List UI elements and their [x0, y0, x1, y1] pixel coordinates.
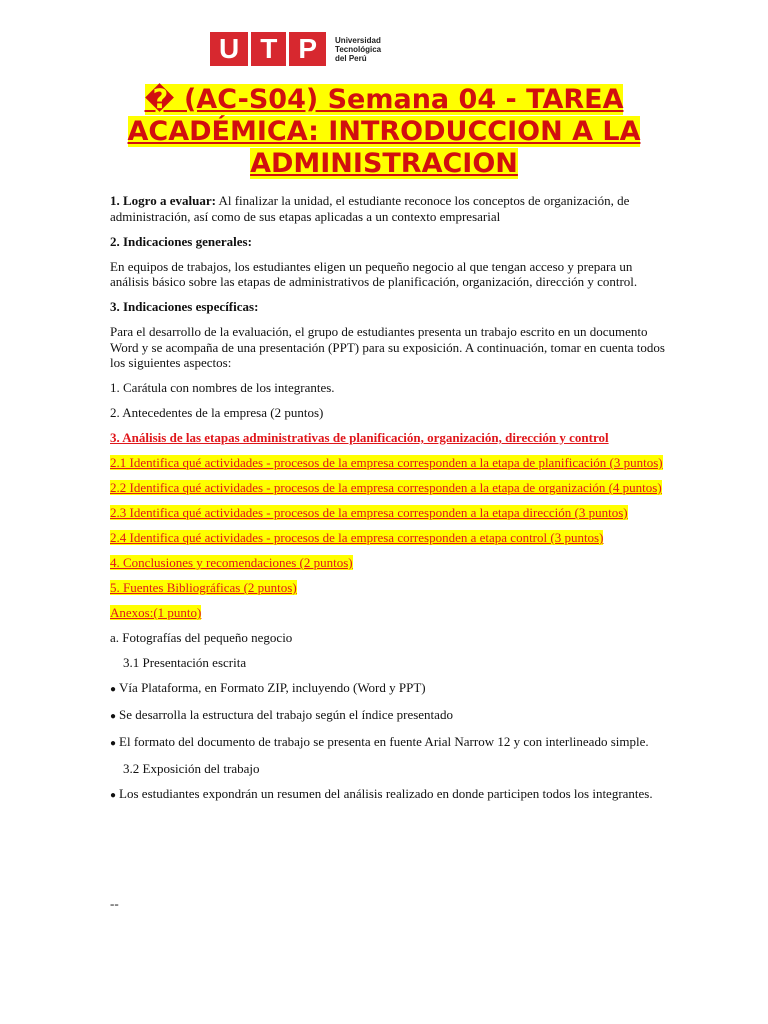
item-analisis: [110, 430, 670, 446]
logo-line-3: del Perú: [335, 53, 367, 63]
indicaciones-especificas-text: Para el desarrollo de la evaluación, el grupo de estudiantes presenta un trabajo escrito en un documento Word y se acompaña de una presentación (PPT) para su exposición. A continuación, tomar en cuenta todos los siguientes aspectos:: [110, 324, 665, 370]
presentacion-bullet-1: ● Vía Plataforma, en Formato ZIP, incluyendo (Word y PPT): [110, 680, 670, 698]
item-fuentes-text: 5. Fuentes Bibliográficas (2 puntos): [110, 580, 297, 595]
item-antecedentes: 2. Antecedentes de la empresa (2 puntos): [110, 405, 324, 420]
exposicion-heading: 3.2 Exposición del trabajo: [123, 761, 260, 776]
logo-line-2: Tecnológica: [335, 44, 382, 54]
logo-letter-t: T: [251, 32, 286, 66]
item-conclusiones: [110, 555, 670, 571]
logo-line-1: Universidad: [335, 35, 381, 45]
indicaciones-generales-heading: 2. Indicaciones generales:: [110, 233, 252, 249]
document-title-text: � (AC-S04) Semana 04 - TAREA ACADÉMICA: INTRODUCCION A LA ADMINISTRACION: [127, 84, 641, 179]
item-anexos-text: Anexos:(1 punto): [110, 605, 202, 620]
item-sub-4: [110, 530, 670, 546]
indicaciones-especificas-heading: 3. Indicaciones específicas:: [110, 299, 259, 314]
footer-mark: --: [110, 896, 119, 911]
item-anexos: [110, 605, 670, 621]
item-fuentes: [110, 580, 670, 596]
exposicion-bullet-1: ● Los estudiantes expondrán un resumen del análisis realizado en donde participen todos los integrantes.: [110, 786, 670, 804]
item-sub-3-text: 2.3 Identifica qué actividades - procesos de la empresa corresponden a la etapa dirección (3 puntos): [110, 505, 628, 520]
logro-label: 1. Logro a evaluar:: [110, 193, 216, 208]
item-sub-2: [110, 480, 670, 496]
item-sub-4-text: 2.4 Identifica qué actividades - procesos de la empresa corresponden a etapa control (3 puntos): [110, 530, 604, 545]
item-sub-1-text: 2.1 Identifica qué actividades - procesos de la empresa corresponden a la etapa de planificación (3 puntos): [110, 455, 663, 470]
document-title: [100, 84, 668, 180]
logo-letter-p: P: [289, 32, 326, 66]
logo-letters: [210, 32, 329, 66]
presentacion-heading: 3.1 Presentación escrita: [123, 655, 247, 670]
item-fotografias: a. Fotografías del pequeño negocio: [110, 630, 293, 645]
presentacion-bullet-2: ● Se desarrolla la estructura del trabajo según el índice presentado: [110, 707, 670, 725]
logro-text: Al finalizar la unidad, el estudiante reconoce los conceptos de organización, de administración, así como de sus etapas aplicadas a un contexto empresarial: [110, 193, 630, 224]
item-conclusiones-text: 4. Conclusiones y recomendaciones (2 puntos): [110, 555, 353, 570]
indicaciones-generales-text: En equipos de trabajos, los estudiantes eligen un pequeño negocio al que tengan acceso y prepara un análisis básico sobre las etapas de administrativos de planificación, organización, dirección y control.: [110, 258, 638, 289]
logro-paragraph: [110, 193, 670, 224]
logo-letter-u: U: [210, 32, 248, 66]
item-analisis-text: 3. Análisis de las etapas administrativas de planificación, organización, dirección y control: [110, 430, 609, 445]
item-sub-3: [110, 505, 670, 521]
item-caratula: 1. Carátula con nombres de los integrantes.: [110, 380, 335, 395]
utp-logo: [210, 32, 381, 66]
blank-space: [110, 813, 670, 896]
presentacion-bullet-3: ● El formato del documento de trabajo se presenta en fuente Arial Narrow 12 y con interlineado simple.: [110, 734, 670, 752]
document-body: [110, 193, 670, 921]
item-sub-2-text: 2.2 Identifica qué actividades - procesos de la empresa corresponden a la etapa de organización (4 puntos): [110, 480, 662, 495]
item-sub-1: [110, 455, 670, 471]
logo-university-name: [335, 36, 381, 63]
